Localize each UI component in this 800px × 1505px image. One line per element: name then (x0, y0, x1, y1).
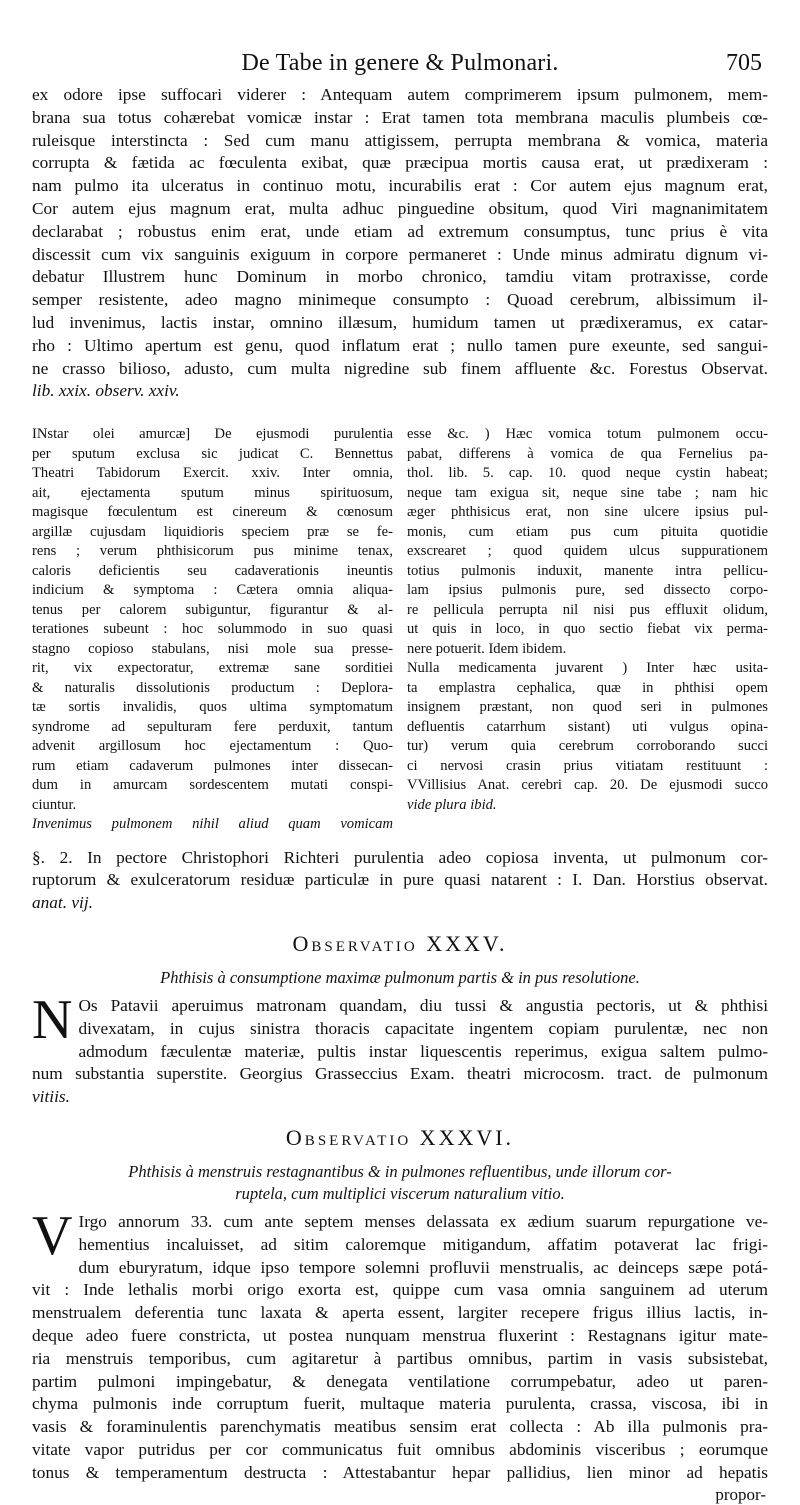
note-line: vide plura ibid. (407, 796, 497, 813)
note-line: ait, ejectamenta sputum minus spirituosum, (32, 484, 393, 501)
text-line: vitiis. (32, 1087, 70, 1107)
observation-35-body (32, 989, 768, 1109)
note-line: magisque fœculentum est cinereum & cœnosum (32, 504, 393, 521)
note-line: rens ; verum phthisicorum pus minime tenax, (32, 543, 393, 560)
note-line: exscrearet ; quod quidem ulcus suppurationem (407, 543, 768, 560)
note-line: ciuntur. (32, 796, 77, 813)
text-line: debatur Illustrem hunc Dominum in morbo chronico, tamdiu vitam protraxisse, corde (32, 267, 768, 287)
running-head: De Tabe in genere & Pulmonari. (241, 50, 559, 76)
note-line: esse &c. ) Hæc vomica totum pulmonem occu- (407, 426, 768, 443)
note-line: ci nervosi crasin prius vitiatam restituunt : (407, 757, 768, 774)
note-line: & naturalis dissolutionis productum : Deplora- (32, 679, 393, 696)
text-line: lib. xxix. observ. xxiv. (32, 381, 180, 401)
note-line: ut quis in loco, in quo sectio fiebat vix perma- (407, 621, 768, 638)
observation-36-title: Observatio XXXVI. (285, 1125, 515, 1151)
note-line: syndrome ad sepulturam fere perduxit, tantum (32, 718, 393, 735)
note-line: tur) verum quia cerebrum corroborando succi (407, 738, 768, 755)
note-line: advenit argillosum hoc ejectamentum : Quo- (32, 738, 393, 755)
note-line: rit, vix expectoratur, extremæ sane sorditiei (32, 660, 393, 677)
top-paragraph (32, 84, 768, 403)
text-line: divexatam, in cujus sinistra thoracis capacitate ingentem copiam purulentæ, nec non (78, 1018, 768, 1038)
text-line: menstrualem deferentia tunc laxata & aperta essent, largiter recepere frigus illius lactis, in- (32, 1303, 768, 1323)
note-line: defluentis catarrhum sistant) uti vulgus opina- (407, 718, 768, 735)
note-line: INstar olei amurcæ] De ejusmodi purulentia (32, 426, 393, 443)
note-line: nere potuerit. Idem ibidem. (407, 640, 567, 657)
text-line: corrupta & fætida ac fœculenta exibat, quæ præcipua mortis causa erat, ut prædixeram : (32, 153, 768, 173)
text-line: §. 2. In pectore Christophori Richteri purulentia adeo copiosa inventa, ut pulmonum cor- (32, 847, 768, 867)
annotation-columns (32, 425, 768, 835)
note-line: caloris deficientis seu cadaverationis ineuntis (32, 562, 393, 579)
observation-36-subtitle-line-1: Phthisis à menstruis restagnantibus & in pulmones refluentibus, unde illorum cor- (128, 1162, 672, 1182)
text-line: nam pulmo ita ulceratus in continuo motu, incurabilis erat : Cor autem ejus magnum erat, (32, 176, 768, 196)
text-line: Os Patavii aperuimus matronam quandam, diu tussi & angustia pectoris, ut & phthisi (78, 996, 768, 1016)
text-line: ruleisque interstincta : Sed cum manu attigissem, perrupta membrana & vomica, materia (32, 130, 768, 150)
drop-cap: V (32, 1205, 73, 1268)
note-line: indicium & symptoma : Cætera omnia aliqua- (32, 582, 393, 599)
text-line: vitate vapor putridus per cor communicatus fuit omnibus abdominis visceribus ; eorumque (32, 1440, 768, 1459)
note-line: monis, cum etiam pus cum pituita quotidie (407, 523, 768, 540)
annotation-column-right (407, 425, 768, 835)
drop-cap: N (32, 989, 73, 1052)
text-line: lud invenimus, lactis instar, omnino illæsum, humidum tamen ut prædixeramus, ex catar- (32, 312, 768, 332)
text-line: ex odore ipse suffocari viderer : Antequam autem comprimerem ipsum pulmonem, mem- (32, 85, 768, 104)
text-line: Cor autem ejus magnum erat, multa adhuc pinguedine obsitum, quod Viri magnanimitatem (32, 198, 768, 218)
text-line: declarabat ; robustus enim erat, unde etiam ad extremum consumptus, tunc prius è vita (32, 221, 768, 241)
note-line: thol. lib. 5. cap. 10. quod neque cystin habeat; (407, 465, 768, 482)
catchword: propor- (715, 1484, 766, 1504)
note-line: lam ipsius pulmonis pure, sed dissecto corpo- (407, 582, 768, 599)
note-line: Invenimus pulmonem nihil aliud quam vomicam (32, 816, 393, 833)
note-line: æger phthisicus erat, non sine ulcere ipsius pul- (407, 504, 768, 521)
text-line: ruptorum & exulceratorum residuæ particulæ in pure quasi natarent : I. Dan. Horstius observat. (32, 870, 768, 890)
text-line: deque adeo fuere constricta, ut postea nunquam menstrua fluxerint : Restagnans igitur mate- (32, 1326, 768, 1346)
note-line: argillæ cujusdam liquidioris speciem præ se fe- (32, 523, 393, 540)
text-line: num substantia superstite. Georgius Grasseccius Exam. theatri microcosm. tract. de pulmonum (32, 1064, 768, 1084)
note-line: Nulla medicamenta juvarent ) Inter hæc usita- (407, 660, 768, 677)
text-line: dum eburyratum, idque ipso tempore solemni profluvii menstrualis, ac deinceps sæpe potá- (78, 1257, 768, 1277)
text-line: vit : Inde lethalis morbi origo exorta est, quippe cum vasa omnia sanguinem ad uterum (32, 1280, 768, 1300)
observation-36-subtitle-line-2: ruptela, cum multiplici viscerum naturalium vitio. (235, 1184, 565, 1204)
text-line: partim pulmoni impingebatur, & denegata ventilatione corrumpebatur, adeo ut paren- (32, 1371, 768, 1391)
observation-35-title: Observatio XXXV. (292, 931, 508, 957)
text-line: chyma pulmonis inde corruptum fuerit, multaque materia purulenta, crassa, viscosa, ibi in (32, 1394, 768, 1414)
text-line: ne crasso bilioso, adusto, cum multa nigredine sub finem affluente &c. Forestus Observat. (32, 358, 768, 378)
text-line: discessit cum vix sanguinis exiguum in corpore permaneret : Unde minus admiratu dignum vi- (32, 244, 768, 264)
note-line: pabat, differens à vomica de qua Fernelius pa- (407, 445, 768, 462)
observation-36-body (32, 1205, 768, 1485)
text-line: ria menstruis temporibus, cum agitaretur à partibus omnibus, partim in vasis subsistebat, (32, 1348, 768, 1368)
note-line: per sputum exclusa sic judicat C. Bennettus (32, 445, 393, 462)
note-line: VVillisius Anat. cerebri cap. 20. De ejusmodi succo (407, 777, 768, 794)
text-line: tonus & temperamentum destructa : Attestabantur hepar pallidius, lien minor ad hepatis (32, 1462, 768, 1482)
page-number: 705 (726, 50, 762, 76)
text-line: admodum fæculentæ materiæ, pultis instar liquescentis reperimus, exigua saltem pulmo- (78, 1041, 768, 1061)
text-line: semper resistente, adeo magno minimeque consumpto : Quoad cerebrum, albissimum il- (32, 290, 768, 310)
note-line: tæ sortis invalidis, quos ultima symptomatum (32, 699, 393, 716)
text-line: Irgo annorum 33. cum ante septem menses delassata ex ædium suarum repurgatione ve- (78, 1212, 768, 1232)
note-line: Theatri Tabidorum Exercit. xxiv. Inter omnia, (32, 465, 393, 482)
text-line: brana sua totus cohærebat vomicæ instar : Erat tamen tota membrana maculis plumbeis cœ- (32, 107, 768, 127)
text-line: vasis & foraminulentis parenchymatis meatibus sensim erat collecta : Ab illa pulmonis pra- (32, 1417, 768, 1437)
text-line: hementius incaluisset, ad sitim caloremque mitigandum, affatim potaverat lac frigi- (78, 1234, 768, 1254)
note-line: stagno copioso stabulans, nisi mole sua presse- (32, 640, 393, 657)
text-line: anat. vij. (32, 893, 93, 913)
page-header (32, 50, 768, 84)
section-2 (32, 847, 768, 915)
note-line: re pellicula perrupta nil nisi pus effluxit olidum, (407, 601, 768, 618)
observation-35-subtitle: Phthisis à consumptione maximæ pulmonum partis & in pus resolutione. (160, 968, 640, 988)
note-line: insignem præstant, non quod seri in pulmones (407, 699, 768, 716)
annotation-column-left (32, 425, 393, 835)
note-line: terationes subeunt : hoc solummodo in suo quasi (32, 621, 393, 638)
note-line: tenus per calorem subiguntur, figurantur & al- (32, 601, 393, 618)
note-line: totius pulmonis induxit, manente intra pellicu- (407, 562, 768, 579)
text-line: rho : Ultimo apertum est genu, quod inflatum erat ; nullo tamen pure exeunte, sed sangui- (32, 335, 768, 355)
note-line: ta emplastra cephalica, quæ in phthisi opem (407, 679, 768, 696)
note-line: dum in amurcam sordescentem mutati conspi- (32, 777, 393, 794)
note-line: neque tam exigua sit, neque sine tabe ; nam hic (407, 484, 768, 501)
note-line: rum etiam cadaverum pulmones inter dissecan- (32, 757, 393, 774)
